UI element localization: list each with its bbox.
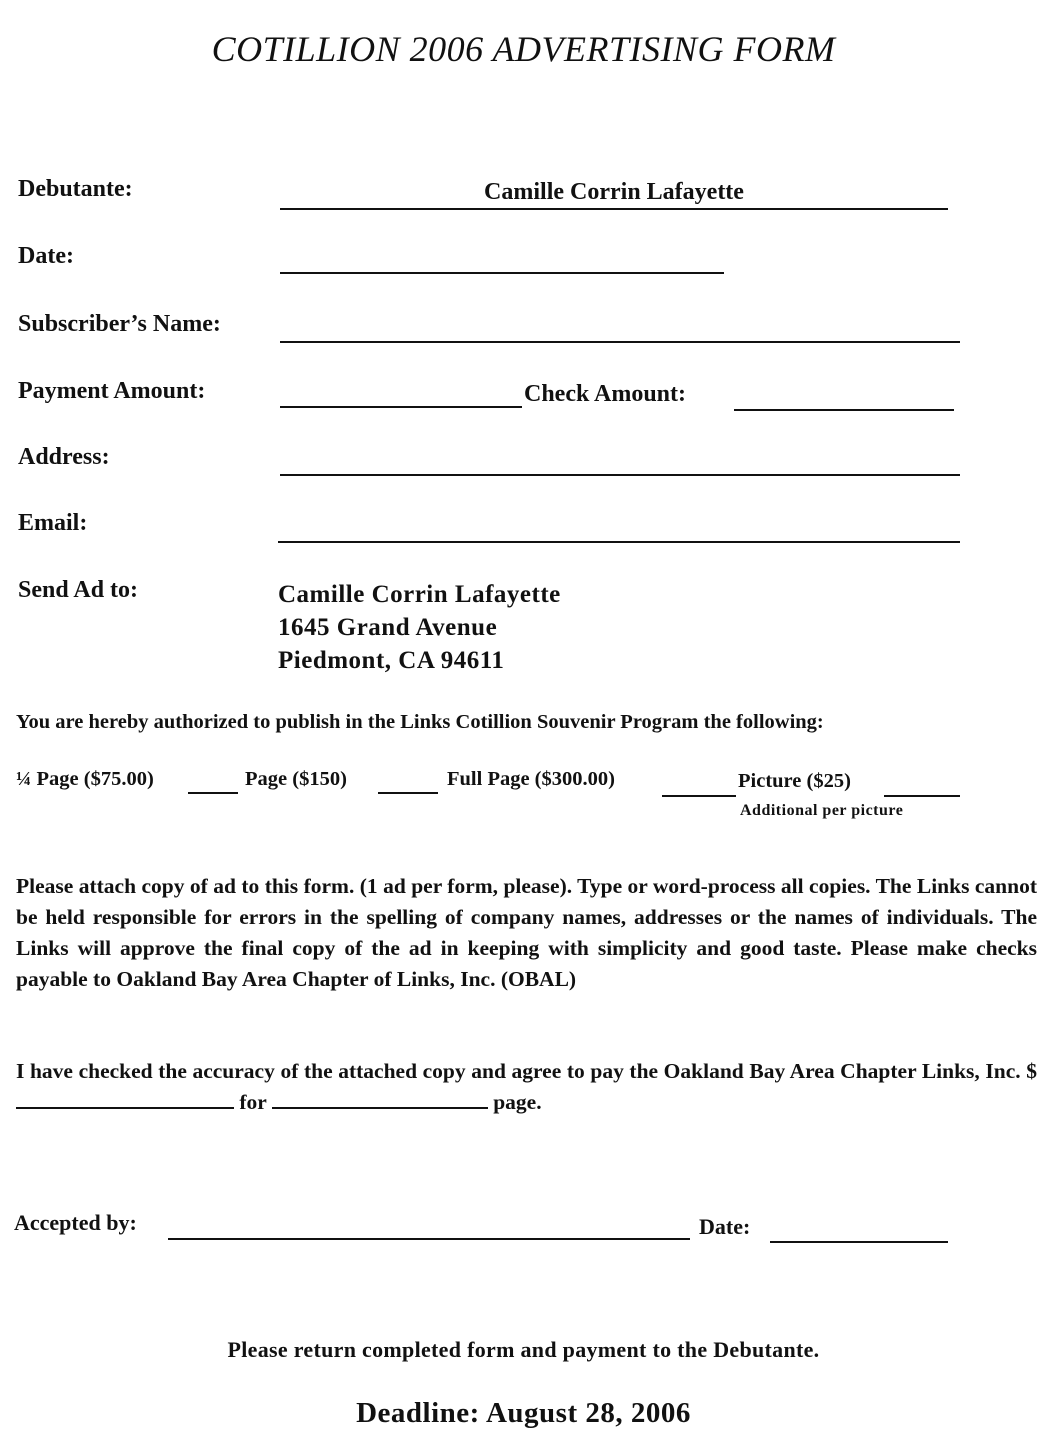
deadline: Deadline: August 28, 2006 — [356, 1397, 691, 1429]
agreement-page: page. — [493, 1090, 542, 1114]
agreement-page-type-blank[interactable] — [272, 1107, 488, 1109]
send-to-address-block — [278, 578, 561, 677]
accepted-by-label: Accepted by: — [14, 1210, 137, 1235]
agreement-amount-blank[interactable] — [16, 1107, 234, 1109]
debutante-value: Camille Corrin Lafayette — [484, 179, 744, 205]
address-label: Address: — [18, 444, 110, 470]
option-page-label: Page ($150) — [245, 768, 347, 790]
agreement-paragraph — [16, 1056, 1037, 1118]
payment-amount-field-line[interactable] — [280, 406, 522, 408]
debutante-field-line[interactable] — [280, 208, 948, 210]
authorization-statement: You are hereby authorized to publish in the Links Cotillion Souvenir Program the following: — [16, 711, 824, 733]
debutante-label: Debutante: — [18, 176, 133, 202]
date-field-line[interactable] — [280, 272, 724, 274]
address-field-line[interactable] — [280, 474, 960, 476]
subscriber-name-label: Subscriber’s Name: — [18, 311, 221, 337]
send-ad-label: Send Ad to: — [18, 577, 139, 603]
agreement-text: I have checked the accuracy of the attached copy and agree to pay the Oakland Bay Area Chapter Links, Inc. $ — [16, 1059, 1037, 1083]
return-note: Please return completed form and payment to the Debutante. — [227, 1337, 820, 1362]
send-to-city: Piedmont, CA 94611 — [278, 647, 505, 674]
option-quarter-page-label: ¼ Page ($75.00) — [16, 768, 154, 790]
option-quarter-page-blank[interactable] — [188, 792, 238, 794]
instructions-paragraph: Please attach copy of ad to this form. (1 ad per form, please). Type or word-process all copies. The Links cannot be held responsible for errors in the spelling of company names, addresses or the names of individuals. The Links will approve the final copy of the ad in keeping with simplicity and good taste. Please make checks payable to Oakland Bay Area Chapter of Links, Inc. (OBAL) — [16, 874, 1037, 991]
option-full-page-blank[interactable] — [662, 795, 736, 797]
form-title: COTILLION 2006 ADVERTISING FORM — [211, 29, 836, 69]
picture-note: Additional per picture — [740, 802, 904, 819]
accepted-date-field-line[interactable] — [770, 1241, 948, 1243]
accepted-by-field-line[interactable] — [168, 1238, 690, 1240]
send-to-street: 1645 Grand Avenue — [278, 614, 498, 641]
option-full-page-label: Full Page ($300.00) — [447, 768, 615, 790]
option-picture-blank[interactable] — [884, 795, 960, 797]
date-label: Date: — [18, 243, 74, 269]
option-picture-label: Picture ($25) — [738, 770, 851, 792]
email-label: Email: — [18, 510, 88, 536]
send-to-name: Camille Corrin Lafayette — [278, 581, 561, 608]
payment-amount-label: Payment Amount: — [18, 378, 206, 404]
email-field-line[interactable] — [278, 541, 960, 543]
accepted-date-label: Date: — [699, 1214, 751, 1239]
subscriber-name-field-line[interactable] — [280, 341, 960, 343]
check-amount-field-line[interactable] — [734, 409, 954, 411]
check-amount-label: Check Amount: — [524, 381, 687, 407]
agreement-for: for — [239, 1090, 267, 1114]
option-page-blank[interactable] — [378, 792, 438, 794]
